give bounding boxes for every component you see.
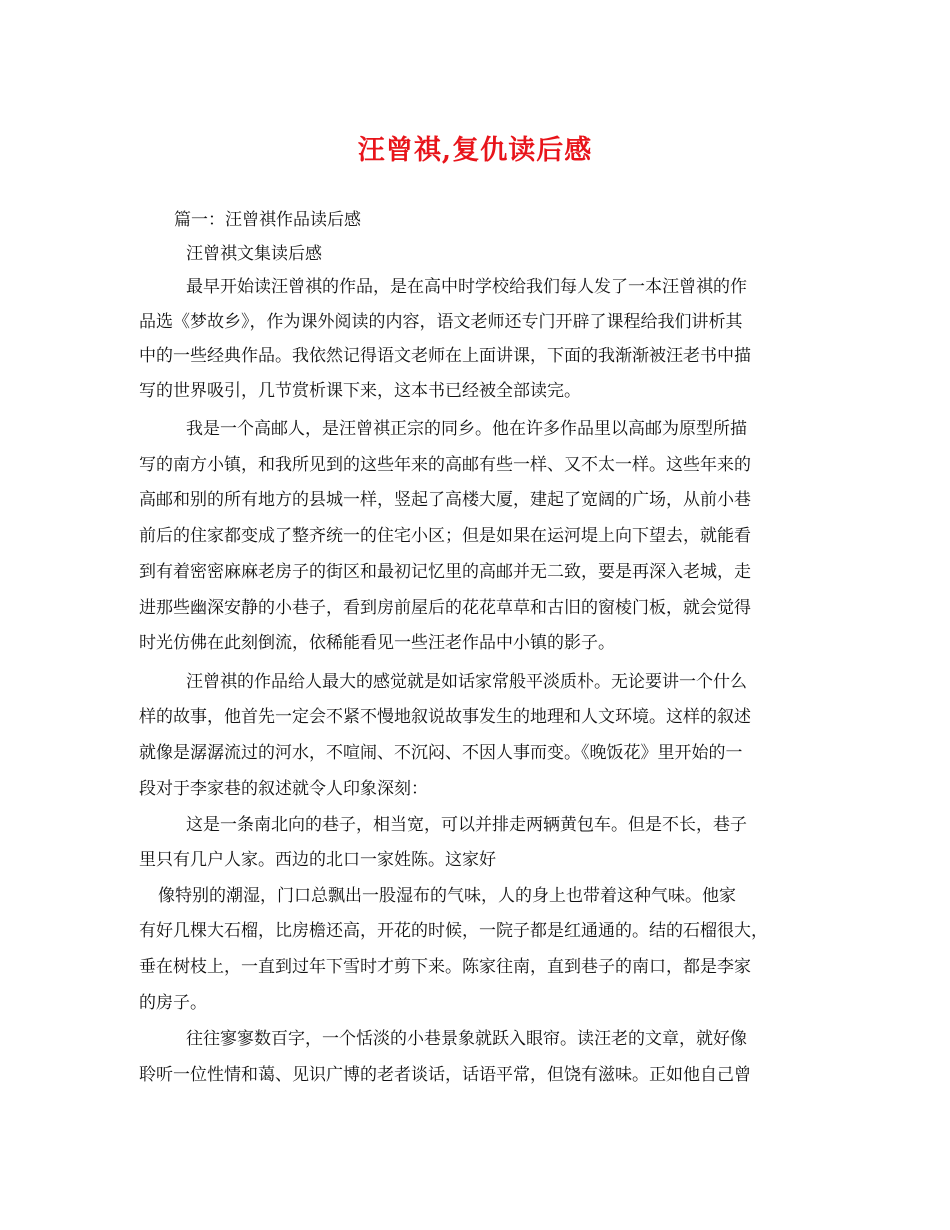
document-title: 汪曾祺,复仇读后感: [357, 135, 593, 166]
text-line: 品选《梦故乡》，作为课外阅读的内容，语文老师还专门开辟了课程给我们讲析其: [139, 312, 743, 332]
text-line: 前后的住家都变成了整齐统一的住宅小区；但是如果在运河堤上向下望去，就能看: [139, 526, 751, 546]
text-line: 像特别的潮湿，门口总飘出一股湿布的气味，人的身上也带着这种气味。他家: [158, 886, 736, 906]
text-line: 写的南方小镇，和我所见到的这些年来的高邮有些一样、又不太一样。这些年来的: [139, 455, 751, 475]
text-line: 我是一个高邮人，是汪曾祺正宗的同乡。他在许多作品里以高邮为原型所描: [186, 419, 747, 439]
text-line: 篇一：汪曾祺作品读后感: [174, 210, 361, 230]
text-line: 汪曾祺的作品给人最大的感觉就是如话家常般平淡质朴。无论要讲一个什么: [186, 672, 747, 692]
text-line: 最早开始读汪曾祺的作品，是在高中时学校给我们每人发了一本汪曾祺的作: [186, 277, 747, 297]
text-line: 时光仿佛在此刻倒流，依稀能看见一些汪老作品中小镇的影子。: [139, 633, 615, 653]
text-line: 有好几棵大石榴，比房檐还高，开花的时候，一院子都是红通通的。结的石榴很大，: [139, 921, 768, 941]
text-line: 段对于李家巷的叙述就令人印象深刻：: [139, 779, 428, 799]
text-line: 到有着密密麻麻老房子的街区和最初记忆里的高邮并无二致，要是再深入老城，走: [139, 562, 751, 582]
text-line: 里只有几户人家。西边的北口一家姓陈。这家好: [139, 850, 496, 870]
text-line: 写的世界吸引，几节赏析课下来，这本书已经被全部读完。: [139, 381, 581, 401]
text-line: 聆听一位性情和蔼、见识广博的老者谈话，话语平常，但饶有滋味。正如他自己曾: [139, 1065, 751, 1085]
text-line: 中的一些经典作品。我依然记得语文老师在上面讲课，下面的我渐渐被汪老书中描: [139, 346, 751, 366]
text-line: 样的故事，他首先一定会不紧不慢地叙说故事发生的地理和人文环境。这样的叙述: [139, 707, 751, 727]
text-line: 就像是潺潺流过的河水，不喧闹、不沉闷、不因人事而变。《晚饭花》里开始的一: [139, 743, 743, 763]
text-line: 这是一条南北向的巷子，相当宽，可以并排走两辆黄包车。但是不长，巷子: [186, 815, 747, 835]
text-line: 往往寥寥数百字，一个恬淡的小巷景象就跃入眼帘。读汪老的文章，就好像: [186, 1029, 747, 1049]
text-line: 进那些幽深安静的小巷子，看到房前屋后的花花草草和古旧的窗棱门板，就会觉得: [139, 598, 751, 618]
text-line: 垂在树枝上，一直到过年下雪时才剪下来。陈家往南，直到巷子的南口，都是李家: [139, 957, 751, 977]
text-line: 汪曾祺文集读后感: [186, 244, 322, 264]
text-line: 的房子。: [139, 993, 207, 1013]
text-line: 高邮和别的所有地方的县城一样，竖起了高楼大厦，建起了宽阔的广场，从前小巷: [139, 490, 751, 510]
